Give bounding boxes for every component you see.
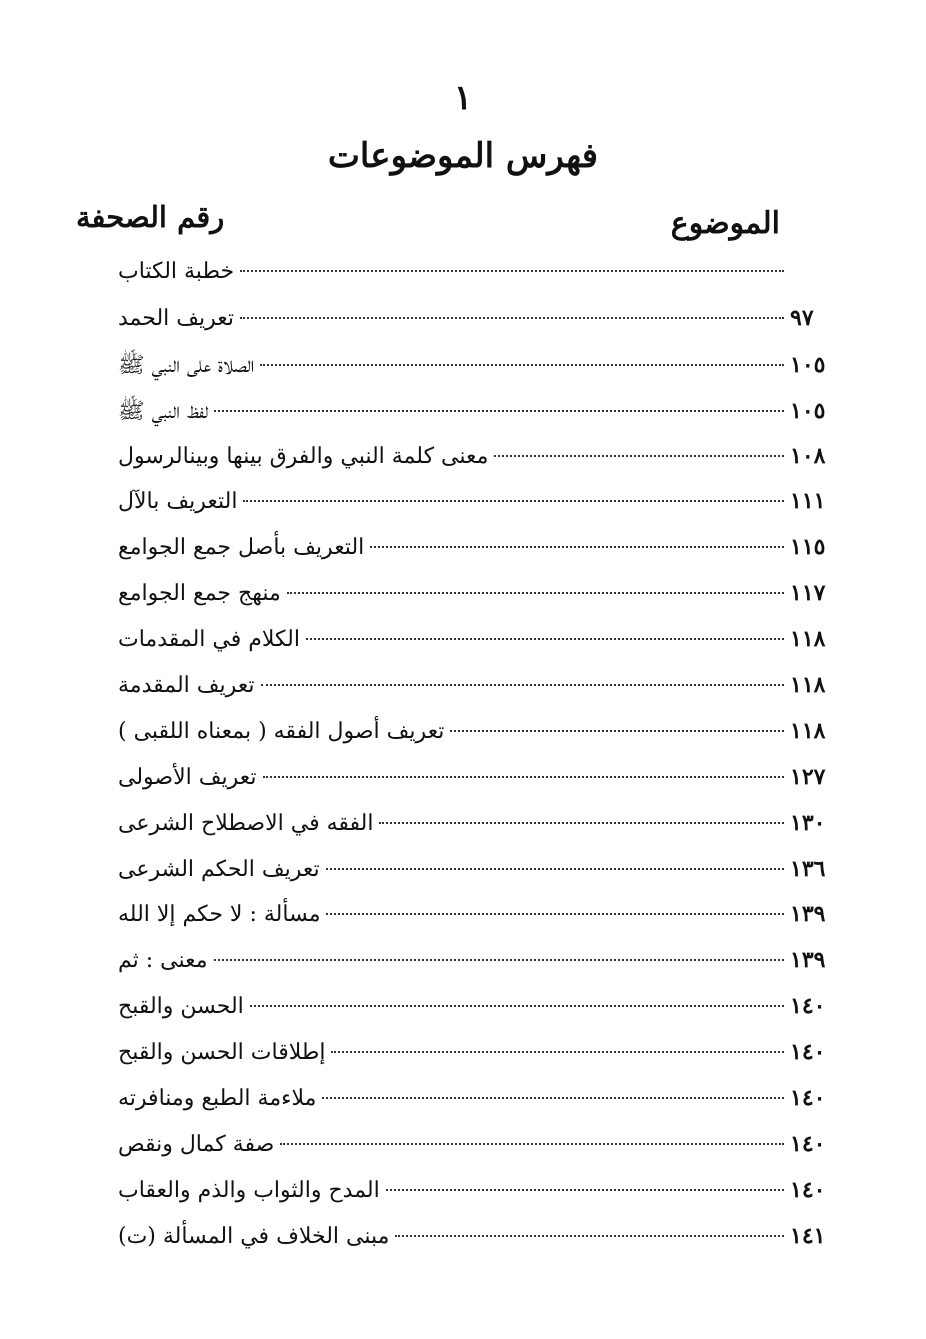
- toc-entry-title: معنى كلمة النبي والفرق بينها وبينالرسول: [118, 443, 489, 469]
- toc-entry: [112, 764, 838, 810]
- toc-entry: [112, 810, 838, 856]
- toc-entry-title: الفقه في الاصطلاح الشرعى: [118, 810, 374, 836]
- dot-leader: [287, 592, 784, 594]
- toc-entry-page-number: ١٣٩: [790, 901, 826, 928]
- dot-leader: [250, 1005, 784, 1007]
- toc-entry-title: إطلاقات الحسن والقبح: [118, 1040, 326, 1066]
- toc-entry-page-number: ١١٨: [790, 626, 826, 653]
- toc-entry: [112, 856, 838, 902]
- toc-entry-title: تعريف الأصولى: [118, 764, 257, 790]
- toc-entry: [112, 901, 838, 947]
- dot-leader: [395, 1235, 784, 1237]
- dot-leader: [494, 455, 784, 457]
- dot-leader: [379, 822, 784, 824]
- dot-leader: [214, 410, 784, 412]
- dot-leader: [240, 317, 784, 319]
- dot-leader: [326, 913, 784, 915]
- toc-entry-title: التعريف بأصل جمع الجوامع: [118, 535, 365, 561]
- toc-entry-title: مبنى الخلاف في المسألة (ت): [118, 1223, 390, 1249]
- dot-leader: [214, 959, 784, 961]
- page-title: فهرس الموضوعات: [327, 136, 599, 176]
- toc-entry-page-number: ١٠٥: [790, 397, 826, 424]
- toc-entry: [112, 259, 838, 305]
- dot-leader: [243, 500, 784, 502]
- toc-entry: [112, 488, 838, 534]
- toc-entry-title: مسألة : لا حكم إلا الله: [118, 902, 321, 928]
- toc-entry: [112, 1039, 838, 1085]
- dot-leader: [450, 730, 784, 732]
- toc-entry-title: الكلام في المقدمات: [118, 627, 300, 653]
- toc-entry-title: الصلاة على النبي ﷺ: [118, 352, 255, 378]
- toc-entry: [112, 1131, 838, 1177]
- toc-entry-title: معنى : ثم: [118, 948, 208, 974]
- toc-entry: [112, 351, 838, 397]
- toc-entry: [112, 1177, 838, 1223]
- toc-entry-page-number: ١٣٠: [790, 809, 826, 836]
- toc-entry-title: تعريف المقدمة: [118, 673, 255, 699]
- toc-entry-title: خطبة الكتاب: [118, 259, 235, 284]
- toc-entry-page-number: ١٤٠: [790, 1176, 826, 1203]
- toc-entry-title: تعريف الحمد: [118, 305, 235, 331]
- dot-leader: [263, 776, 784, 778]
- toc-entry-page-number: ١٣٩: [790, 947, 826, 974]
- toc-entry-title: المدح والثواب والذم والعقاب: [118, 1177, 380, 1203]
- toc-entry-title: تعريف الحكم الشرعى: [118, 856, 320, 882]
- toc-entry: [112, 534, 838, 580]
- toc-entry-page-number: ١٤٠: [790, 1130, 826, 1157]
- dot-leader: [261, 684, 784, 686]
- toc-entry: [112, 626, 838, 672]
- dot-leader: [280, 1143, 784, 1145]
- toc-entry-page-number: ١٠٨: [790, 442, 826, 469]
- dot-leader: [322, 1097, 784, 1099]
- toc-entry-page-number: ١٠٥: [790, 351, 826, 378]
- toc-entry: [112, 305, 838, 351]
- topic-column-header: الموضوع: [670, 206, 780, 241]
- toc-entry: [112, 1223, 838, 1269]
- dot-leader: [306, 638, 784, 640]
- toc-entry-title: صفة كمال ونقص: [118, 1131, 275, 1157]
- toc-entry-title: ملاءمة الطبع ومنافرته: [118, 1086, 317, 1112]
- dot-leader: [240, 270, 784, 272]
- toc-entry: [112, 580, 838, 626]
- toc-entry-page-number: ٩٧: [790, 304, 814, 331]
- toc-entry: [112, 443, 838, 489]
- toc-entry-title: الحسن والقبح: [118, 994, 244, 1020]
- toc-entry-page-number: ١١٨: [790, 717, 826, 744]
- page-column-header: رقم الصحفة: [76, 200, 225, 234]
- toc-entry-page-number: ١٤٠: [790, 1085, 826, 1112]
- toc-entry-page-number: ١١٧: [790, 580, 826, 607]
- dot-leader: [386, 1189, 784, 1191]
- toc-entry-page-number: ١٤٠: [790, 1039, 826, 1066]
- toc-entry: [112, 1085, 838, 1131]
- toc-entry-page-number: ١٤٠: [790, 993, 826, 1020]
- toc-entry-page-number: ١٤١: [790, 1222, 826, 1249]
- dot-leader: [260, 364, 784, 366]
- toc-entry-title: تعريف أصول الفقه ( بمعناه اللقبى ): [118, 718, 445, 744]
- toc-entry: [112, 947, 838, 993]
- toc-entry-page-number: ١١٨: [790, 672, 826, 699]
- dot-leader: [370, 546, 784, 548]
- table-of-contents: [112, 259, 838, 1269]
- toc-entry: [112, 993, 838, 1039]
- toc-entry-page-number: ١١١: [790, 488, 826, 515]
- page-number: ١: [453, 78, 473, 118]
- toc-entry-page-number: ١٣٦: [790, 855, 826, 882]
- toc-entry: [112, 672, 838, 718]
- toc-entry: [112, 397, 838, 443]
- toc-entry-page-number: ١٢٧: [790, 763, 826, 790]
- dot-leader: [331, 1051, 784, 1053]
- toc-entry-page-number: ١١٥: [790, 534, 826, 561]
- toc-entry-title: لفظ النبي ﷺ: [118, 398, 209, 424]
- toc-entry: [112, 718, 838, 764]
- dot-leader: [326, 868, 784, 870]
- toc-entry-title: منهج جمع الجوامع: [118, 581, 281, 607]
- toc-entry-title: التعريف بالآل: [118, 489, 238, 515]
